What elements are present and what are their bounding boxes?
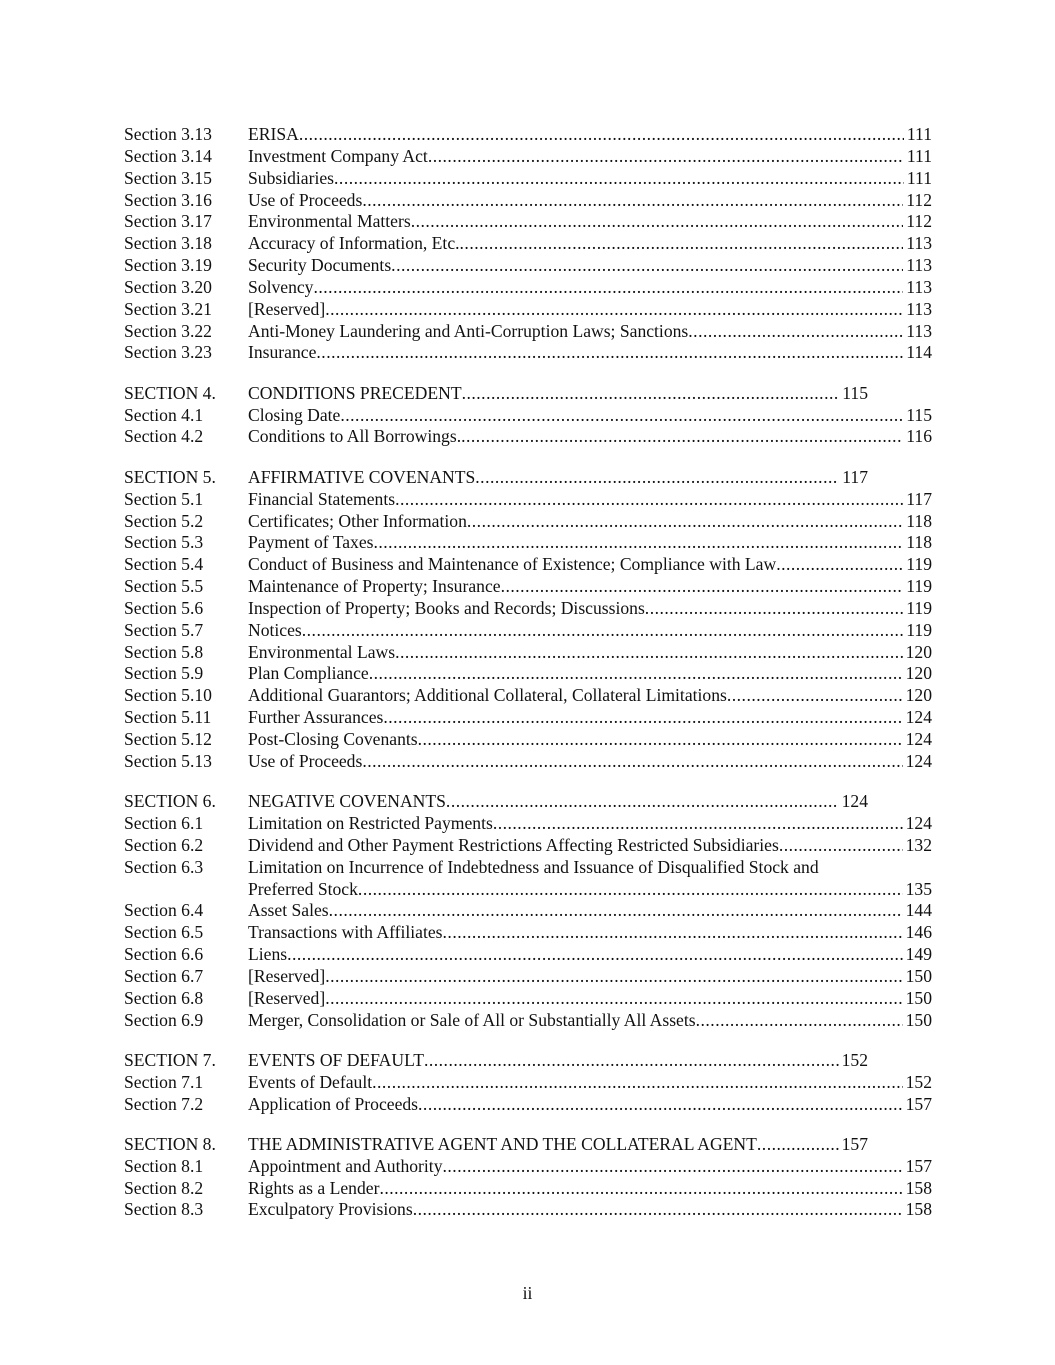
toc-number: Section 5.10 <box>124 685 212 706</box>
toc-title: Maintenance of Property; Insurance <box>248 576 501 597</box>
toc-page-number: 119 <box>906 554 932 575</box>
toc-number: Section 6.5 <box>124 922 204 943</box>
dot-leader <box>727 685 903 707</box>
toc-entry <box>124 1178 932 1200</box>
dot-leader <box>501 576 904 598</box>
dot-leader <box>329 900 903 922</box>
toc-number: SECTION 4. <box>124 382 216 403</box>
toc-number: Section 3.16 <box>124 189 212 210</box>
toc-number: Section 6.7 <box>124 965 204 986</box>
toc-title: AFFIRMATIVE COVENANTS <box>248 466 476 487</box>
toc-title: Exculpatory Provisions <box>248 1199 413 1220</box>
toc-page-number: 113 <box>906 233 932 254</box>
page-number: ii <box>522 1283 533 1303</box>
toc-page-number: 116 <box>906 426 932 447</box>
dot-leader <box>369 663 903 685</box>
toc-page-number: 120 <box>905 663 932 684</box>
toc-number: Section 8.1 <box>124 1155 204 1176</box>
toc-title: Notices <box>248 619 302 640</box>
toc-entry <box>124 813 932 835</box>
toc-entry <box>124 729 932 751</box>
toc-page-number: 118 <box>906 510 932 531</box>
toc-entry <box>124 751 932 773</box>
toc-page-number: 124 <box>905 728 932 749</box>
toc-entry <box>124 879 932 901</box>
toc-entry <box>124 1199 932 1221</box>
dot-leader <box>372 1072 903 1094</box>
toc-number: Section 3.13 <box>124 124 212 144</box>
toc-page-number: 115 <box>842 382 868 403</box>
toc-page-number: 152 <box>841 1049 868 1070</box>
toc-page-number: 119 <box>906 619 932 640</box>
toc-title: Liens <box>248 944 288 965</box>
toc-section-heading <box>124 791 932 813</box>
toc-entry <box>124 642 932 664</box>
toc-title: Use of Proceeds <box>248 189 363 210</box>
toc-page-number: 157 <box>905 1093 932 1114</box>
toc-entry <box>124 1094 932 1116</box>
toc-title: [Reserved] <box>248 965 326 986</box>
toc-title: Inspection of Property; Books and Records; Discussions <box>248 597 645 618</box>
toc-entry <box>124 663 932 685</box>
toc-number: Section 3.17 <box>124 211 212 232</box>
dot-leader <box>379 1178 902 1200</box>
toc-number: Section 4.1 <box>124 404 204 425</box>
toc-number: Section 5.1 <box>124 488 204 509</box>
dot-leader <box>446 791 839 813</box>
toc-entry <box>124 511 932 533</box>
toc-number: Section 3.20 <box>124 276 212 297</box>
toc-page-number: 158 <box>905 1199 932 1220</box>
toc-title: Application of Proceeds <box>248 1093 419 1114</box>
toc-number: Section 6.8 <box>124 987 204 1008</box>
toc-number: Section 5.3 <box>124 532 204 553</box>
dot-leader <box>428 146 904 168</box>
toc-page-number: 113 <box>906 320 932 341</box>
toc-page-number: 113 <box>906 255 932 276</box>
dot-leader <box>362 751 902 773</box>
toc-page-number: 150 <box>905 965 932 986</box>
dot-leader <box>413 1199 903 1221</box>
toc-page-number: 111 <box>906 167 932 188</box>
dot-leader <box>424 1050 839 1072</box>
toc-title: Plan Compliance <box>248 663 369 684</box>
dot-leader <box>358 879 903 901</box>
toc-entry <box>124 835 932 857</box>
toc-number: Section 8.3 <box>124 1199 204 1220</box>
dot-leader <box>776 554 903 576</box>
dot-leader <box>395 489 903 511</box>
dot-leader <box>411 211 904 233</box>
toc-title: THE ADMINISTRATIVE AGENT AND THE COLLATERAL AGENT <box>248 1133 757 1154</box>
dot-leader <box>461 426 903 448</box>
dot-leader <box>383 707 902 729</box>
toc-page-number: 157 <box>905 1155 932 1176</box>
toc-page-number: 113 <box>906 276 932 297</box>
toc-title: Rights as a Lender <box>248 1177 380 1198</box>
toc-section-heading <box>124 383 932 405</box>
toc-title: [Reserved] <box>248 298 326 319</box>
toc-page-number: 111 <box>906 124 932 144</box>
dot-leader <box>325 988 902 1010</box>
toc-title: Subsidiaries <box>248 167 335 188</box>
toc-title: ERISA <box>248 124 299 144</box>
toc-entry <box>124 532 932 554</box>
toc-page-number: 158 <box>905 1177 932 1198</box>
dot-leader <box>645 598 903 620</box>
toc-title: Environmental Laws <box>248 641 396 662</box>
dot-leader <box>340 405 903 427</box>
toc-page-number: 115 <box>906 404 932 425</box>
toc-number: Section 5.7 <box>124 619 204 640</box>
dot-leader <box>299 124 904 146</box>
toc-title: Asset Sales <box>248 900 329 921</box>
toc-page-number: 118 <box>906 532 932 553</box>
toc-number: Section 6.4 <box>124 900 204 921</box>
toc-number: Section 5.12 <box>124 728 212 749</box>
toc-entry <box>124 1010 932 1032</box>
dot-leader <box>395 642 903 664</box>
toc-page-number: 112 <box>906 189 932 210</box>
toc-page-number: 150 <box>905 987 932 1008</box>
toc-number: Section 5.11 <box>124 707 212 728</box>
toc-page-number: 112 <box>906 211 932 232</box>
toc-entry <box>124 124 932 146</box>
toc-number: SECTION 7. <box>124 1049 216 1070</box>
toc-page-number: 150 <box>905 1009 932 1030</box>
dot-leader <box>373 532 903 554</box>
dot-leader <box>757 1134 839 1156</box>
toc-title: Limitation on Restricted Payments <box>248 812 493 833</box>
toc-number: Section 5.4 <box>124 554 204 575</box>
toc-section-heading <box>124 1134 932 1156</box>
toc-entry <box>124 685 932 707</box>
toc-entry <box>124 707 932 729</box>
toc-title: Insurance <box>248 342 317 363</box>
toc-page-number: 120 <box>905 641 932 662</box>
toc-entry <box>124 598 932 620</box>
toc-page-number: 135 <box>905 878 932 899</box>
table-of-contents <box>124 124 932 1221</box>
toc-entry <box>124 922 932 944</box>
toc-number: Section 6.9 <box>124 1009 204 1030</box>
toc-title: Transactions with Affiliates <box>248 922 443 943</box>
toc-page-number: 146 <box>905 922 932 943</box>
toc-title: Financial Statements <box>248 488 396 509</box>
toc-entry <box>124 405 932 427</box>
dot-leader <box>462 383 840 405</box>
toc-entry <box>124 255 932 277</box>
dot-leader <box>467 511 903 533</box>
toc-number: Section 6.1 <box>124 812 204 833</box>
toc-page-number: 144 <box>905 900 932 921</box>
toc-entry <box>124 988 932 1010</box>
toc-page-number <box>819 857 822 879</box>
toc-title: Events of Default <box>248 1071 373 1092</box>
toc-title: Security Documents <box>248 255 392 276</box>
toc-page-number: 120 <box>905 685 932 706</box>
toc-number: Section 3.22 <box>124 320 212 341</box>
toc-page-number: 149 <box>905 944 932 965</box>
dot-leader <box>443 922 903 944</box>
toc-title: Post-Closing Covenants <box>248 728 418 749</box>
toc-page-number: 157 <box>841 1133 868 1154</box>
toc-number: Section 7.1 <box>124 1071 204 1092</box>
toc-title: EVENTS OF DEFAULT <box>248 1049 424 1070</box>
toc-number: Section 5.13 <box>124 750 212 771</box>
toc-page-number: 114 <box>906 342 932 363</box>
dot-leader <box>391 255 903 277</box>
toc-entry <box>124 321 932 343</box>
toc-page-number: 113 <box>906 298 932 319</box>
dot-leader <box>460 233 904 255</box>
toc-entry <box>124 489 932 511</box>
toc-title: Conduct of Business and Maintenance of Existence; Compliance with Law <box>248 554 777 575</box>
toc-title: Conditions to All Borrowings. <box>248 426 462 447</box>
toc-page-number: 124 <box>841 791 868 812</box>
toc-title: Investment Company Act <box>248 145 428 166</box>
toc-page-number: 117 <box>842 466 868 487</box>
toc-entry <box>124 966 932 988</box>
toc-title: Environmental Matters <box>248 211 411 232</box>
dot-leader <box>688 321 903 343</box>
toc-page-number: 152 <box>905 1071 932 1092</box>
toc-entry <box>124 426 932 448</box>
toc-title: [Reserved] <box>248 987 326 1008</box>
toc-title: Dividend and Other Payment Restrictions Affecting Restricted Subsidiaries <box>248 834 779 855</box>
toc-entry <box>124 146 932 168</box>
toc-number: Section 5.8 <box>124 641 204 662</box>
toc-page-number: 117 <box>906 488 932 509</box>
toc-title: CONDITIONS PRECEDENT <box>248 382 462 403</box>
toc-entry <box>124 857 932 879</box>
toc-number: Section 6.6 <box>124 944 204 965</box>
dot-leader <box>287 944 903 966</box>
toc-number: Section 6.3 <box>124 856 204 877</box>
toc-entry <box>124 576 932 598</box>
toc-title: Certificates; Other Information <box>248 510 467 531</box>
toc-title: Limitation on Incurrence of Indebtedness and Issuance of Disqualified Stock and <box>248 856 819 877</box>
toc-title: Use of Proceeds <box>248 750 363 771</box>
toc-entry <box>124 1156 932 1178</box>
dot-leader <box>334 168 904 190</box>
toc-entry <box>124 342 932 364</box>
toc-page-number: 132 <box>905 834 932 855</box>
dot-leader <box>418 729 903 751</box>
toc-page-number: 111 <box>906 145 932 166</box>
dot-leader <box>313 277 903 299</box>
toc-number: Section 3.15 <box>124 167 212 188</box>
toc-entry <box>124 190 932 212</box>
toc-title: Additional Guarantors; Additional Collateral, Collateral Limitations <box>248 685 727 706</box>
toc-number: Section 6.2 <box>124 834 204 855</box>
toc-number: SECTION 5. <box>124 466 216 487</box>
toc-title: Anti-Money Laundering and Anti-Corruption Laws; Sanctions <box>248 320 689 341</box>
toc-title: Closing Date <box>248 404 341 425</box>
toc-entry <box>124 233 932 255</box>
toc-number: Section 8.2 <box>124 1177 204 1198</box>
dot-leader <box>418 1094 903 1116</box>
toc-entry <box>124 168 932 190</box>
toc-entry <box>124 944 932 966</box>
toc-section-heading <box>124 1050 932 1072</box>
toc-title: Appointment and Authority <box>248 1155 443 1176</box>
toc-entry <box>124 211 932 233</box>
dot-leader <box>316 342 903 364</box>
toc-title: Further Assurances <box>248 707 384 728</box>
toc-entry <box>124 620 932 642</box>
toc-page-number: 124 <box>905 812 932 833</box>
toc-entry <box>124 554 932 576</box>
toc-number: Section 5.5 <box>124 576 204 597</box>
toc-title: Merger, Consolidation or Sale of All or Substantially All Assets <box>248 1009 696 1030</box>
dot-leader <box>493 813 903 835</box>
toc-number: SECTION 8. <box>124 1133 216 1154</box>
toc-number: Section 3.19 <box>124 255 212 276</box>
toc-section-heading <box>124 467 932 489</box>
toc-number: Section 5.9 <box>124 663 204 684</box>
toc-number: Section 3.14 <box>124 145 212 166</box>
toc-title: NEGATIVE COVENANTS <box>248 791 446 812</box>
toc-number: Section 3.18 <box>124 233 212 254</box>
toc-number: Section 5.2 <box>124 510 204 531</box>
toc-number: Section 3.21 <box>124 298 212 319</box>
toc-entry <box>124 277 932 299</box>
toc-entry <box>124 900 932 922</box>
toc-title: Preferred Stock <box>248 878 358 899</box>
toc-page-number: 124 <box>905 750 932 771</box>
dot-leader <box>475 467 839 489</box>
dot-leader <box>302 620 904 642</box>
toc-number: Section 4.2 <box>124 426 204 447</box>
toc-page-number: 124 <box>905 707 932 728</box>
toc-entry <box>124 299 932 321</box>
dot-leader <box>325 299 903 321</box>
toc-title: Payment of Taxes <box>248 532 374 553</box>
toc-page-number: 119 <box>906 597 932 618</box>
dot-leader <box>362 190 903 212</box>
dot-leader <box>696 1010 903 1032</box>
toc-title: Solvency <box>248 276 314 297</box>
toc-page-number: 119 <box>906 576 932 597</box>
toc-entry <box>124 1072 932 1094</box>
toc-number: Section 7.2 <box>124 1093 204 1114</box>
dot-leader <box>443 1156 903 1178</box>
dot-leader <box>325 966 902 988</box>
toc-number: Section 5.6 <box>124 597 204 618</box>
dot-leader <box>779 835 903 857</box>
toc-title: Accuracy of Information, Etc. <box>248 233 460 254</box>
toc-number: Section 3.23 <box>124 342 212 363</box>
toc-number: SECTION 6. <box>124 791 216 812</box>
